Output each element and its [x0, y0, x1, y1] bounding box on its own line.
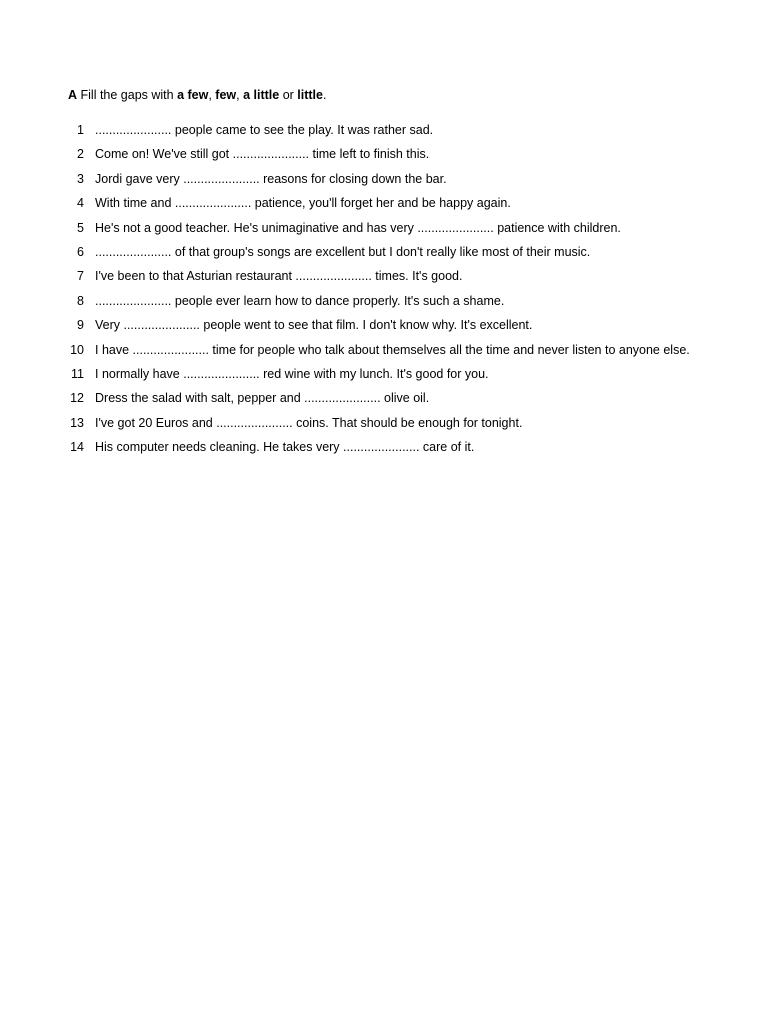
term-few: few — [215, 88, 237, 102]
item-number: 5 — [77, 220, 84, 235]
exercise-item — [0, 390, 768, 414]
item-sentence: I've got 20 Euros and ...................... coins. That should be enough for tonight. — [95, 415, 523, 430]
item-sentence: He's not a good teacher. He's unimaginative and has very ...................... patience with children. — [95, 220, 621, 235]
instruction-end: . — [322, 88, 327, 102]
exercise-item — [0, 195, 768, 219]
item-number: 9 — [77, 318, 84, 333]
item-number: 14 — [70, 440, 84, 455]
exercise-item — [0, 293, 768, 317]
instruction-text: Fill the gaps with — [77, 88, 178, 102]
item-number: 2 — [77, 147, 84, 162]
exercise-item — [0, 342, 768, 366]
exercise-item — [0, 439, 768, 463]
item-number: 10 — [70, 342, 84, 357]
item-sentence: ...................... of that group's songs are excellent but I don't really like most of their music. — [95, 244, 591, 259]
item-number: 6 — [77, 244, 84, 259]
term-a-little: a little — [243, 88, 280, 102]
term-little: little — [297, 88, 323, 102]
term-a-few: a few — [177, 88, 209, 102]
exercise-item — [0, 244, 768, 268]
exercise-list — [0, 122, 768, 463]
item-number: 11 — [71, 366, 84, 381]
item-number: 1 — [77, 123, 84, 137]
exercise-item — [0, 317, 768, 341]
item-sentence: His computer needs cleaning. He takes very ...................... care of it. — [95, 440, 475, 455]
separator: , — [236, 88, 244, 102]
item-number: 8 — [77, 293, 84, 308]
exercise-instruction — [68, 87, 326, 103]
item-number: 4 — [77, 196, 84, 211]
item-number: 13 — [70, 415, 84, 430]
item-number: 12 — [70, 391, 84, 406]
separator: or — [279, 88, 298, 102]
item-sentence: Come on! We've still got ...................... time left to finish this. — [95, 147, 430, 162]
exercise-item — [0, 171, 768, 195]
item-sentence: I have ...................... time for people who talk about themselves all the time and never listen to anyone else. — [95, 342, 690, 357]
exercise-label: A — [68, 88, 78, 102]
exercise-item — [0, 415, 768, 439]
item-sentence: ...................... people ever learn how to dance properly. It's such a shame. — [95, 293, 505, 308]
item-sentence: I've been to that Asturian restaurant ...................... times. It's good. — [95, 269, 463, 284]
exercise-item — [0, 122, 768, 146]
item-sentence: Jordi gave very ...................... reasons for closing down the bar. — [95, 171, 447, 186]
separator: , — [208, 88, 216, 102]
item-sentence: Very ...................... people went to see that film. I don't know why. It's excellent. — [95, 318, 533, 333]
exercise-item — [0, 220, 768, 244]
item-sentence: With time and ...................... patience, you'll forget her and be happy again. — [95, 196, 511, 211]
item-number: 7 — [77, 269, 84, 284]
item-sentence: Dress the salad with salt, pepper and ...................... olive oil. — [95, 391, 430, 406]
item-sentence: ...................... people came to see the play. It was rather sad. — [95, 123, 434, 137]
exercise-item — [0, 366, 768, 390]
exercise-item — [0, 146, 768, 170]
item-sentence: I normally have ...................... red wine with my lunch. It's good for you. — [95, 366, 489, 381]
exercise-item — [0, 268, 768, 292]
item-number: 3 — [77, 171, 84, 186]
